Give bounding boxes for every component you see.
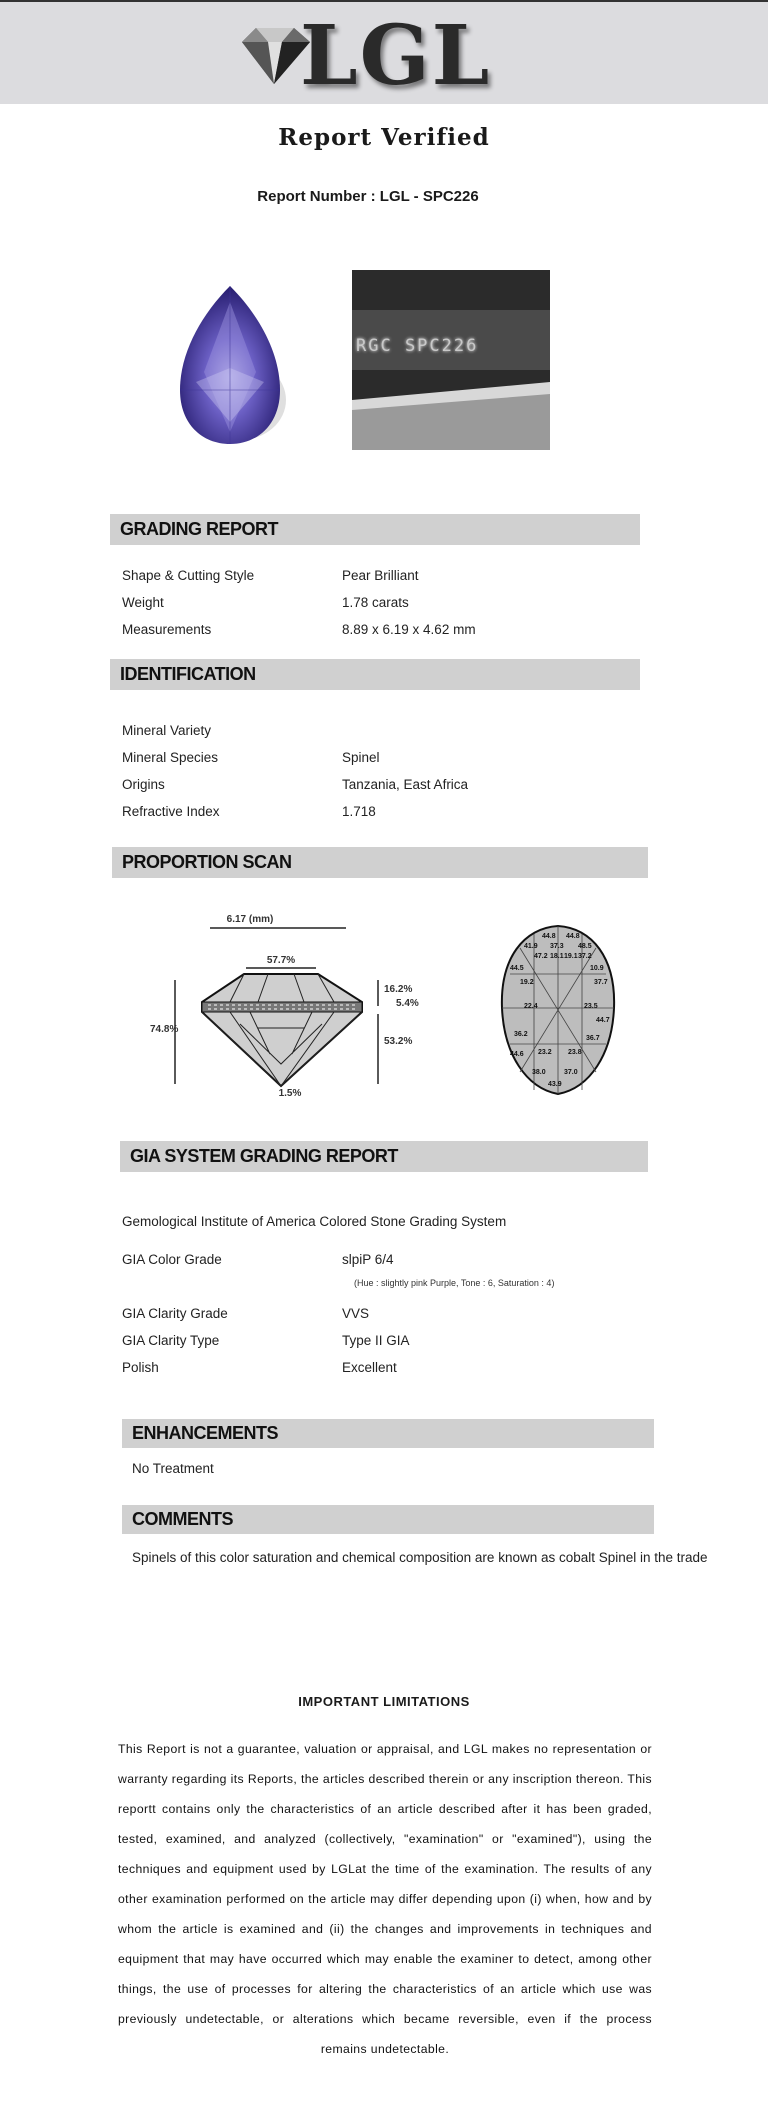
facet-value: 44.8 — [566, 933, 580, 940]
polish-label: Polish — [122, 1360, 159, 1375]
facet-value: 43.9 — [548, 1081, 562, 1088]
enhancements-heading: ENHANCEMENTS — [132, 1423, 279, 1443]
grading-report-heading: GRADING REPORT — [120, 519, 279, 539]
proportion-scan-heading: PROPORTION SCAN — [122, 852, 292, 872]
gem-photo — [136, 272, 324, 460]
gia-clarity-grade-value: VVS — [342, 1306, 370, 1321]
facet-value: 36.2 — [514, 1031, 528, 1038]
weight-value: 1.78 carats — [342, 595, 409, 610]
facet-value: 22.4 — [524, 1003, 538, 1010]
grading-report-header — [110, 514, 640, 545]
gia-subtitle: Gemological Institute of America Colored Stone Grading System — [122, 1214, 507, 1229]
refractive-index-label: Refractive Index — [122, 804, 220, 819]
facet-value: 23.5 — [584, 1003, 598, 1010]
profile-diagram — [140, 904, 452, 1114]
polish-value: Excellent — [342, 1360, 397, 1375]
gia-color-value: slpiP 6/4 — [342, 1252, 394, 1267]
culet-label: 1.5% — [278, 1088, 302, 1099]
facet-value: 44.7 — [596, 1017, 610, 1024]
facet-value: 44.8 — [542, 933, 556, 940]
facet-value: 19.1 — [564, 953, 578, 960]
gia-clarity-type-value: Type II GIA — [342, 1333, 410, 1348]
facet-value: 37.0 — [564, 1069, 578, 1076]
facet-value: 37.2 — [578, 953, 592, 960]
gia-color-note: (Hue : slightly pink Purple, Tone : 6, Saturation : 4) — [354, 1278, 555, 1288]
enhancements-text: No Treatment — [132, 1461, 214, 1476]
gia-header — [120, 1141, 648, 1172]
facet-value: 10.9 — [590, 965, 604, 972]
facet-value: 19.2 — [520, 979, 534, 986]
facet-value: 44.5 — [510, 965, 524, 972]
inscription-photo — [352, 270, 550, 450]
enhancements-header — [122, 1419, 654, 1448]
origins-label: Origins — [122, 777, 165, 792]
crown-label: 16.2% — [384, 984, 413, 995]
identification-header — [110, 659, 640, 690]
identification-heading: IDENTIFICATION — [120, 664, 256, 684]
gia-clarity-type-label: GIA Clarity Type — [122, 1333, 220, 1348]
limitations-body: This Report is not a guarantee, valuation or appraisal, and LGL makes no representation or warranty regarding its Reports, the articles described therein or any inscription thereon. This reportt contains only the characteristics of an article described after it has been graded, tested, examined, and analyzed (collectively, "examination" or "examined"), using the techniques and equipment used by LGLat the time of the examination. The results of any other examination performed on the article may differ depending upon (i) when, how and by whom the article is examined and (ii) the changes and improvements in techniques and equipment that may have occurred which may enable the examiner to detect, among other things, the use of processes for altering the characteristics of an article which use was previously undetectable, or alterations which became reversible, even if the process remains undetectable. — [118, 1742, 652, 2056]
facet-value: 36.7 — [586, 1035, 600, 1042]
depth-label: 74.8% — [150, 1024, 179, 1035]
facet-value: 23.2 — [538, 1049, 552, 1056]
report-number: Report Number : LGL - SPC226 — [257, 188, 479, 205]
mineral-species-value: Spinel — [342, 750, 380, 765]
comments-text: Spinels of this color saturation and chemical composition are known as cobalt Spinel in the trade — [132, 1550, 708, 1565]
lgl-logo — [234, 8, 494, 104]
refractive-index-value: 1.718 — [342, 804, 376, 819]
table-label: 57.7% — [266, 955, 296, 966]
mineral-variety-label: Mineral Variety — [122, 723, 212, 738]
inscription-text: RGC SPC226 — [356, 336, 479, 356]
limitations-heading: IMPORTANT LIMITATIONS — [298, 1694, 470, 1709]
origins-value: Tanzania, East Africa — [342, 777, 469, 792]
facet-value: 48.5 — [578, 943, 592, 950]
gia-heading: GIA SYSTEM GRADING REPORT — [130, 1146, 398, 1166]
pavilion-label: 53.2% — [384, 1036, 413, 1047]
measurements-label: Measurements — [122, 622, 212, 637]
facet-value: 18.1 — [550, 953, 564, 960]
facet-value: 23.8 — [568, 1049, 582, 1056]
girdle-background — [352, 270, 550, 450]
shape-label: Shape & Cutting Style — [122, 568, 255, 583]
facet-value: 47.2 — [534, 953, 548, 960]
facet-value: 37.7 — [594, 979, 608, 986]
width-label: 6.17 (mm) — [226, 914, 274, 925]
facet-value: 37.3 — [550, 943, 564, 950]
shape-value: Pear Brilliant — [342, 568, 419, 583]
facet-value: 38.0 — [532, 1069, 546, 1076]
comments-heading: COMMENTS — [132, 1509, 233, 1529]
proportion-scan-header — [112, 847, 648, 878]
facet-value: 44.6 — [510, 1051, 524, 1058]
girdle-label: 5.4% — [396, 998, 419, 1009]
measurements-value: 8.89 x 6.19 x 4.62 mm — [342, 622, 476, 637]
logo-text: LGL — [300, 8, 492, 104]
mineral-species-label: Mineral Species — [122, 750, 219, 765]
comments-header — [122, 1505, 654, 1534]
gia-clarity-grade-label: GIA Clarity Grade — [122, 1306, 228, 1321]
page-title: Report Verified — [278, 124, 490, 151]
facet-value: 41.9 — [524, 943, 538, 950]
facet-scan-diagram — [474, 904, 644, 1118]
weight-label: Weight — [122, 595, 164, 610]
pear-gem-image — [136, 272, 324, 460]
gia-color-label: GIA Color Grade — [122, 1252, 222, 1267]
